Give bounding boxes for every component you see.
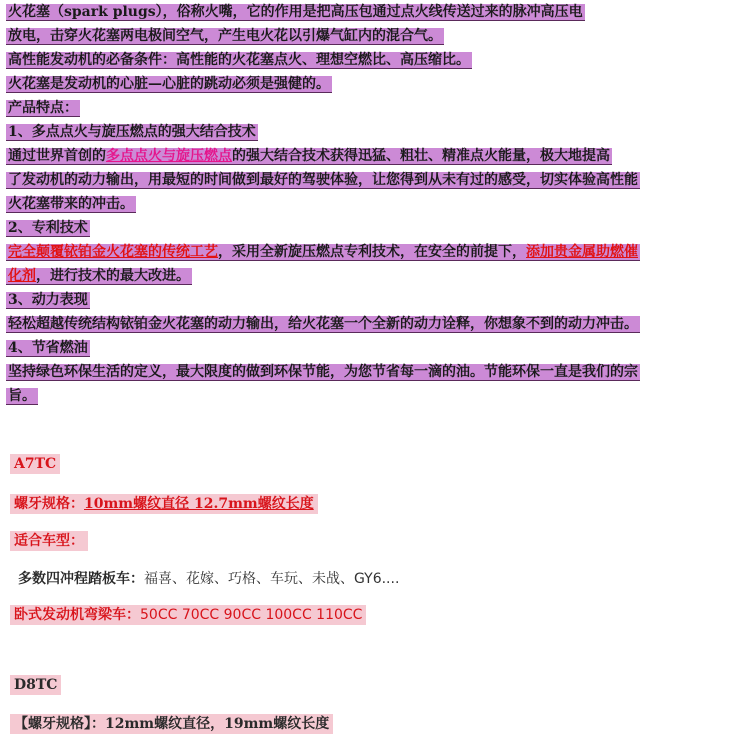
intro-line-1: 火花塞（spark plugs），俗称火嘴，它的作用是把高压包通过点火线传送过来的脉冲高压电: [8, 4, 583, 20]
thread-spec-d8tc: 【螺牙规格】：12mm螺纹直径，19mm螺纹长度: [10, 713, 333, 733]
feature-1-title: 1、多点点火与旋压燃点的强大结合技术: [8, 124, 256, 140]
intro-line-2: 放电，击穿火花塞两电极间空气，产生电火花以引爆气缸内的混合气。: [8, 28, 442, 44]
feature-2-line-2: 化剂，进行技术的最大改进。: [8, 268, 190, 284]
intro-line-4: 火花塞是发动机的心脏—心脏的跳动必须是强健的。: [8, 76, 330, 92]
fit-models-label: 适合车型：: [10, 530, 88, 550]
feature-4-line-1: 坚持绿色环保生活的定义，最大限度的做到环保节能，为您节省每一滴的油。节能环保一直是我们的宗: [8, 364, 638, 380]
feature-4-title: 4、节省燃油: [8, 340, 88, 356]
feature-2-title: 2、专利技术: [8, 220, 88, 236]
intro-section: [6, 0, 738, 408]
feature-2-red-text-2: 添加贵金属助燃催: [526, 244, 638, 260]
feature-1-highlight: 多点点火与旋压燃点: [106, 148, 232, 164]
thread-spec-a7tc: 螺牙规格：10mm螺纹直径 12.7mm螺纹长度: [10, 493, 318, 513]
feature-1-line-2: 了发动机的动力输出，用最短的时间做到最好的驾驶体验，让您得到从未有过的感受，切实体验高性能: [8, 172, 638, 188]
feature-1-line-1: 通过世界首创的多点点火与旋压燃点的强大结合技术获得迅猛、粗壮、精准点火能量，极大地提高: [8, 148, 610, 164]
feature-2-line-1: 完全颠覆铱铂金火花塞的传统工艺，采用全新旋压燃点专利技术，在安全的前提下，添加贵金属助燃催: [8, 244, 638, 260]
model-a7tc: A7TC: [10, 456, 60, 472]
feature-1-line-3: 火花塞带来的冲击。: [8, 196, 134, 212]
scooter-list: 多数四冲程踏板车：福喜、花嫁、巧格、车玩、未战、GY6....: [18, 571, 400, 587]
cub-list: 卧式发动机弯梁车：50CC 70CC 90CC 100CC 110CC: [10, 604, 366, 624]
model-d8tc: D8TC: [10, 677, 61, 693]
feature-3-title: 3、动力表现: [8, 292, 88, 308]
feature-4-line-2: 旨。: [8, 388, 36, 404]
feature-3-line-1: 轻松超越传统结构铱铂金火花塞的动力输出，给火花塞一个全新的动力诠释，你想象不到的动力冲击。: [8, 316, 638, 332]
features-heading: 产品特点：: [8, 100, 78, 116]
intro-line-3: 高性能发动机的必备条件：高性能的火花塞点火、理想空燃比、高压缩比。: [8, 52, 470, 68]
feature-2-red-text: 完全颠覆铱铂金火花塞的传统工艺: [8, 244, 218, 260]
